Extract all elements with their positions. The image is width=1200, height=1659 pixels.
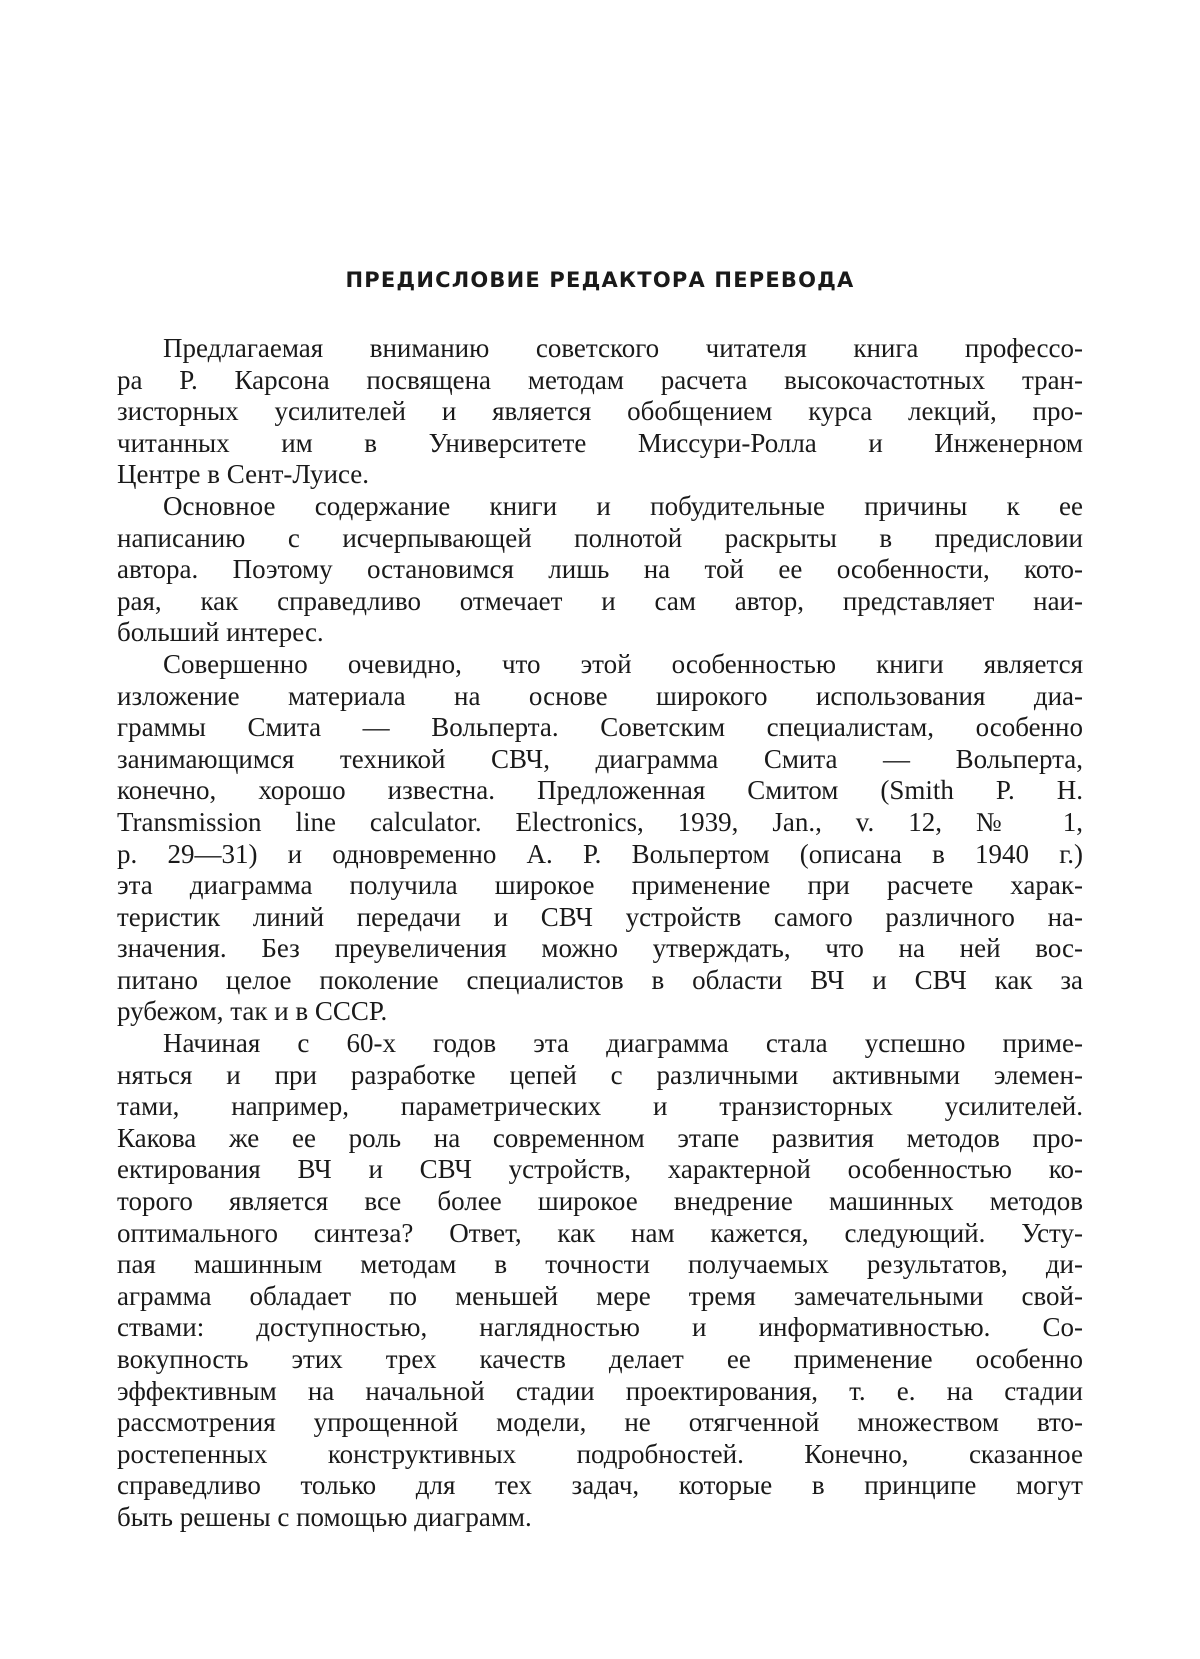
text-line: рассмотрения упрощенной модели, не отягченной множеством вто-	[117, 1407, 1083, 1439]
text-line: няться и при разработке цепей с различными активными элемен-	[117, 1060, 1083, 1092]
text-line: тами, например, параметрических и транзисторных усилителей.	[117, 1091, 1083, 1123]
text-line: эта диаграмма получила широкое применение при расчете харак-	[117, 870, 1083, 902]
text-line: конечно, хорошо известна. Предложенная Смитом (Smith P. H.	[117, 775, 1083, 807]
text-line: изложение материала на основе широкого использования диа-	[117, 681, 1083, 713]
text-line: Начиная с 60-х годов эта диаграмма стала успешно приме-	[117, 1028, 1083, 1060]
text-line: автора. Поэтому остановимся лишь на той ее особенности, кото-	[117, 554, 1083, 586]
text-line: ростепенных конструктивных подробностей. Конечно, сказанное	[117, 1439, 1083, 1471]
body-text	[117, 333, 1083, 1534]
text-line: Какова же ее роль на современном этапе развития методов про-	[117, 1123, 1083, 1155]
text-line: ра Р. Карсона посвящена методам расчета высокочастотных тран-	[117, 365, 1083, 397]
text-line: значения. Без преувеличения можно утверждать, что на ней вос-	[117, 933, 1083, 965]
text-line: ствами: доступностью, наглядностью и информативностью. Со-	[117, 1312, 1083, 1344]
text-line: читанных им в Университете Миссури-Ролла и Инженерном	[117, 428, 1083, 460]
text-line: граммы Смита — Вольперта. Советским специалистам, особенно	[117, 712, 1083, 744]
text-line: больший интерес.	[117, 617, 1083, 649]
text-line: пая машинным методам в точности получаемых результатов, ди-	[117, 1249, 1083, 1281]
text-line: Совершенно очевидно, что этой особенностью книги является	[117, 649, 1083, 681]
text-line: эффективным на начальной стадии проектирования, т. е. на стадии	[117, 1376, 1083, 1408]
text-line: теристик линий передачи и СВЧ устройств самого различного на-	[117, 902, 1083, 934]
text-line: Предлагаемая вниманию советского читателя книга профессо-	[117, 333, 1083, 365]
text-line: зисторных усилителей и является обобщением курса лекций, про-	[117, 396, 1083, 428]
text-line: быть решены с помощью диаграмм.	[117, 1502, 1083, 1534]
document-page	[0, 0, 1200, 1659]
text-line: Transmission line calculator. Electronics, 1939, Jan., v. 12, № 1,	[117, 807, 1083, 839]
text-line: занимающимся техникой СВЧ, диаграмма Смита — Вольперта,	[117, 744, 1083, 776]
text-line: написанию с исчерпывающей полнотой раскрыты в предисловии	[117, 523, 1083, 555]
page-title: ПРЕДИСЛОВИЕ РЕДАКТОРА ПЕРЕВОДА	[0, 268, 1200, 292]
text-line: аграмма обладает по меньшей мере тремя замечательными свой-	[117, 1281, 1083, 1313]
text-line: вокупность этих трех качеств делает ее применение особенно	[117, 1344, 1083, 1376]
text-line: Основное содержание книги и побудительные причины к ее	[117, 491, 1083, 523]
text-line: Центре в Сент-Луисе.	[117, 459, 1083, 491]
text-line: ектирования ВЧ и СВЧ устройств, характерной особенностью ко-	[117, 1154, 1083, 1186]
text-line: p. 29—31) и одновременно А. Р. Вольпертом (описана в 1940 г.)	[117, 839, 1083, 871]
text-line: торого является все более широкое внедрение машинных методов	[117, 1186, 1083, 1218]
text-line: справедливо только для тех задач, которые в принципе могут	[117, 1470, 1083, 1502]
text-line: оптимального синтеза? Ответ, как нам кажется, следующий. Усту-	[117, 1218, 1083, 1250]
text-line: рая, как справедливо отмечает и сам автор, представляет наи-	[117, 586, 1083, 618]
text-line: питано целое поколение специалистов в области ВЧ и СВЧ как за	[117, 965, 1083, 997]
text-line: рубежом, так и в СССР.	[117, 996, 1083, 1028]
